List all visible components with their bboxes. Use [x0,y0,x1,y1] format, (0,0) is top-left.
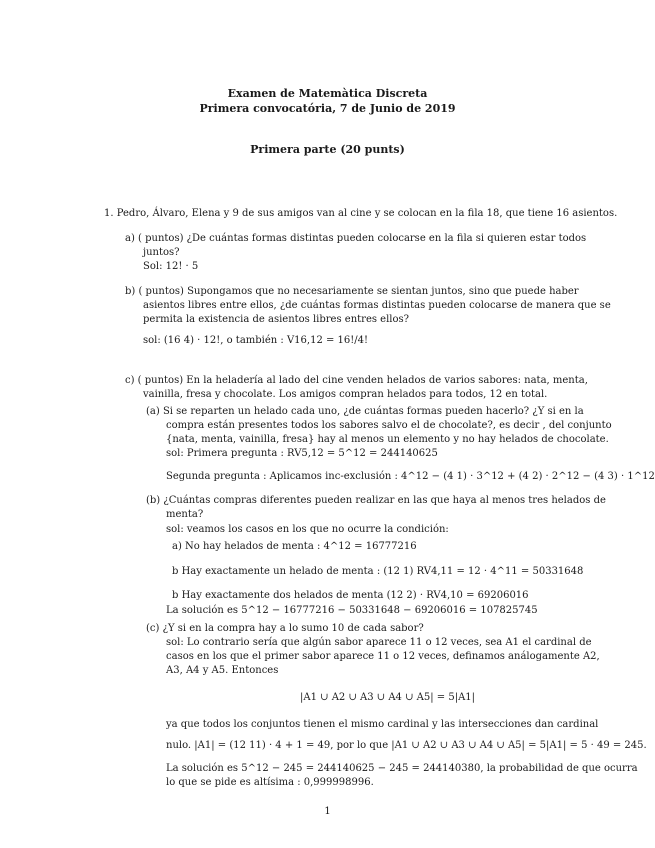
part-cb-solution: La solución es 5^12 − 16777216 − 50331648 − 69206016 = 107825745 [166,605,538,616]
part-cb-case-a: a) No hay helados de menta : 4^12 = 16777216 [172,541,417,552]
part-cb-case-b1: b Hay exactamente un helado de menta : (12 1) RV4,11 = 12 · 4^11 = 50331648 [172,566,584,577]
part-b-line-2: asientos libres entre ellos, ¿de cuántas formas distintas pueden colocarse de manera que se [143,300,611,311]
exam-subtitle: Primera convocatória, 7 de Junio de 2019 [199,102,456,115]
part-a-line-2: juntos? [143,247,180,258]
part-cc-line-1: (c) ¿Y si en la compra hay a lo sumo 10 de cada sabor? [146,623,424,634]
exam-title: Examen de Matemàtica Discreta [227,87,428,100]
part-cc-line-4: A3, A4 y A5. Entonces [166,665,279,676]
part-b-line-1: b) ( puntos) Supongamos que no necesariamente se sientan juntos, sino que puede haber [125,286,579,297]
part-c-line-2: vainilla, fresa y chocolate. Los amigos compran helados para todos, 12 en total. [143,389,548,400]
part-b-solution: sol: (16 4) · 12!, o también : V16,12 = 16!/4! [143,335,369,346]
part-cb-line-3: sol: veamos los casos en los que no ocurre la condición: [166,524,449,535]
part-cb-line-1: (b) ¿Cuántas compras diferentes pueden realizar en las que haya al menos tres helados de [146,495,606,506]
question-1-statement: 1. Pedro, Álvaro, Elena y 9 de sus amigos van al cine y se colocan en la fila 18, que tiene 16 asientos. [104,208,618,219]
part-c-line-1: c) ( puntos) En la heladería al lado del cine venden helados de varios sabores: nata, menta, [125,375,588,386]
part-a-line-1: a) ( puntos) ¿De cuántas formas distintas pueden colocarse en la fila si quieren estar todos [125,233,587,244]
page-number: 1 [324,806,331,817]
part-cc-line-3: casos en los que el primer sabor aparece 11 o 12 veces, definamos análogamente A2, [166,651,600,662]
part-cc-line-2: sol: Lo contrario sería que algún sabor aparece 11 o 12 veces, sea A1 el cardinal de [166,637,592,648]
part-cc-line-8: La solución es 5^12 − 245 = 244140625 − 245 = 244140380, la probabilidad de que ocurra [166,763,638,774]
part-ca-line-1: (a) Si se reparten un helado cada uno, ¿de cuántas formas pueden hacerlo? ¿Y si en la [146,406,584,417]
part-b-line-3: permita la existencia de asientos libres entres ellos? [143,314,410,325]
part-cb-case-b2: b Hay exactamente dos helados de menta (12 2) · RV4,10 = 69206016 [172,590,529,601]
section-heading: Primera parte (20 punts) [250,143,405,156]
part-cc-equation: |A1 ∪ A2 ∪ A3 ∪ A4 ∪ A5| = 5|A1| [300,692,476,703]
part-cc-line-7: nulo. |A1| = (12 11) · 4 + 1 = 49, por lo que |A1 ∪ A2 ∪ A3 ∪ A4 ∪ A5| = 5|A1| = 5 · 49 = 245. [166,740,647,751]
part-ca-line-4: sol: Primera pregunta : RV5,12 = 5^12 = 244140625 [166,448,438,459]
part-a-solution: Sol: 12! · 5 [143,261,199,272]
part-ca-line-3: {nata, menta, vainilla, fresa} hay al menos un elemento y no hay helados de chocolate. [166,434,609,445]
part-cb-line-2: menta? [166,509,204,520]
part-ca-line-2: compra están presentes todos los sabores salvo el de chocolate?, es decir , del conjunto [166,420,612,431]
part-cc-line-6: ya que todos los conjuntos tienen el mismo cardinal y las intersecciones dan cardinal [166,719,599,730]
part-cc-line-9: lo que se pide es altísima : 0,999998996. [166,777,374,788]
part-ca-line-5: Segunda pregunta : Aplicamos inc-exclusión : 4^12 − (4 1) · 3^12 + (4 2) · 2^12 − (4 3) · 1^12 [166,471,655,482]
